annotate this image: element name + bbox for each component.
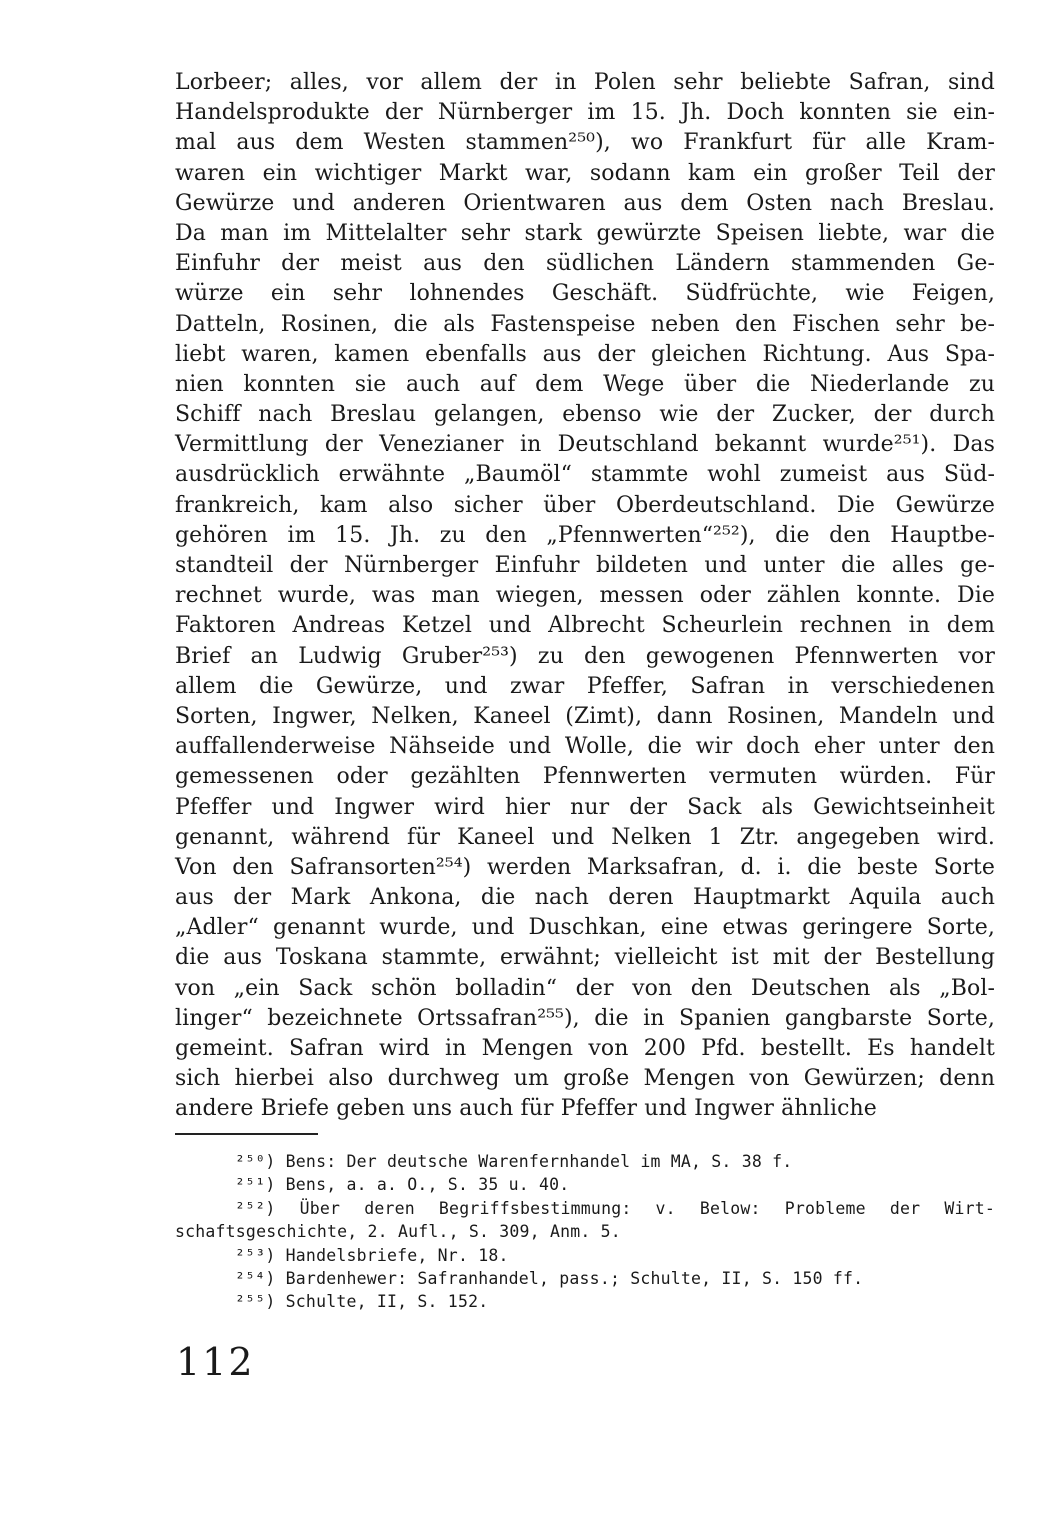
footnote-divider — [175, 1133, 318, 1135]
text-line: Lorbeer; alles, vor allem der in Polen sehr beliebte Safran, sind — [175, 70, 995, 95]
footnote: ²⁵²) Über deren Begriffsbestimmung: v. Below: Probleme der Wirt- — [235, 1198, 995, 1218]
text-line: Von den Safransorten²⁵⁴) werden Marksafran, d. i. die beste Sorte — [175, 854, 995, 880]
text-line: auffallenderweise Nähseide und Wolle, die wir doch eher unter den — [175, 734, 995, 760]
text-line: allem die Gewürze, und zwar Pfeffer, Safran in verschiedenen — [175, 673, 995, 699]
footnote: ²⁵³) Handelsbriefe, Nr. 18. — [235, 1245, 509, 1265]
footnote: ²⁵⁰) Bens: Der deutsche Warenfernhandel im MA, S. 38 f. — [235, 1152, 793, 1171]
text-line: gemeint. Safran wird in Mengen von 200 Pfd. bestellt. Es handelt — [175, 1036, 995, 1061]
text-line: aus der Mark Ankona, die nach deren Hauptmarkt Aquila auch — [175, 885, 995, 911]
footnote: ²⁵⁴) Bardenhewer: Safranhandel, pass.; Schulte, II, S. 150 ff. — [235, 1268, 864, 1288]
text-line: waren ein wichtiger Markt war, sodann kam ein großer Teil der — [175, 160, 995, 186]
text-line: Vermittlung der Venezianer in Deutschland bekannt wurde²⁵¹). Das — [175, 432, 995, 458]
text-line: Datteln, Rosinen, die als Fastenspeise neben den Fischen sehr be- — [175, 311, 995, 337]
text-line: frankreich, kam also sicher über Oberdeutschland. Die Gewürze — [175, 492, 995, 518]
text-line: gehören im 15. Jh. zu den „Pfennwerten“²⁵²), die den Hauptbe- — [175, 522, 995, 548]
text-line: andere Briefe geben uns auch für Pfeffer und Ingwer ähnliche — [175, 1096, 877, 1122]
text-line: liebt waren, kamen ebenfalls aus der gleichen Richtung. Aus Spa- — [175, 341, 995, 367]
text-line: die aus Toskana stammte, erwähnt; vielleicht ist mit der Bestellung — [175, 945, 995, 971]
text-line: Gewürze und anderen Orientwaren aus dem Osten nach Breslau. — [175, 190, 995, 216]
text-line: Brief an Ludwig Gruber²⁵³) zu den gewogenen Pfennwerten vor — [175, 643, 995, 669]
text-line: Einfuhr der meist aus den südlichen Ländern stammenden Ge- — [175, 251, 995, 277]
text-line: gemessenen oder gezählten Pfennwerten vermuten würden. Für — [175, 764, 995, 790]
text-line: „Adler“ genannt wurde, und Duschkan, eine etwas geringere Sorte, — [175, 915, 995, 941]
text-line: Handelsprodukte der Nürnberger im 15. Jh. Doch konnten sie ein- — [175, 100, 995, 126]
text-line: von „ein Sack schön bolladin“ der von den Deutschen als „Bol- — [175, 975, 995, 1001]
text-line: linger“ bezeichnete Ortssafran²⁵⁵), die in Spanien gangbarste Sorte, — [175, 1005, 995, 1031]
text-line: nien konnten sie auch auf dem Wege über die Niederlande zu — [175, 371, 995, 397]
text-line: würze ein sehr lohnendes Geschäft. Südfrüchte, wie Feigen, — [175, 281, 995, 307]
text-line: Sorten, Ingwer, Nelken, Kaneel (Zimt), dann Rosinen, Mandeln und — [175, 703, 995, 729]
footnotes — [175, 1150, 995, 1314]
text-line: Da man im Mittelalter sehr stark gewürzte Speisen liebte, war die — [175, 220, 995, 246]
text-line: Pfeffer und Ingwer wird hier nur der Sack als Gewichtseinheit — [175, 794, 995, 820]
text-line: rechnet wurde, was man wiegen, messen oder zählen konnte. Die — [175, 583, 995, 609]
text-line: mal aus dem Westen stammen²⁵⁰), wo Frankfurt für alle Kram- — [175, 130, 995, 156]
footnote-continuation: schaftsgeschichte, 2. Aufl., S. 309, Anm. 5. — [175, 1222, 621, 1242]
text-line: ausdrücklich erwähnte „Baumöl“ stammte wohl zumeist aus Süd- — [175, 462, 995, 488]
footnote: ²⁵⁵) Schulte, II, S. 152. — [235, 1292, 489, 1312]
page-number: 112 — [176, 1340, 255, 1384]
text-line: sich hierbei also durchweg um große Mengen von Gewürzen; denn — [175, 1066, 995, 1092]
text-line: standteil der Nürnberger Einfuhr bildeten und unter die alles ge- — [175, 553, 995, 578]
text-line: Faktoren Andreas Ketzel und Albrecht Scheurlein rechnen in dem — [175, 613, 995, 639]
text-line: Schiff nach Breslau gelangen, ebenso wie der Zucker, der durch — [175, 402, 995, 428]
footnote: ²⁵¹) Bens, a. a. O., S. 35 u. 40. — [235, 1175, 570, 1195]
text-line: genannt, während für Kaneel und Nelken 1 Ztr. angegeben wird. — [175, 824, 995, 850]
main-text — [175, 68, 995, 1125]
